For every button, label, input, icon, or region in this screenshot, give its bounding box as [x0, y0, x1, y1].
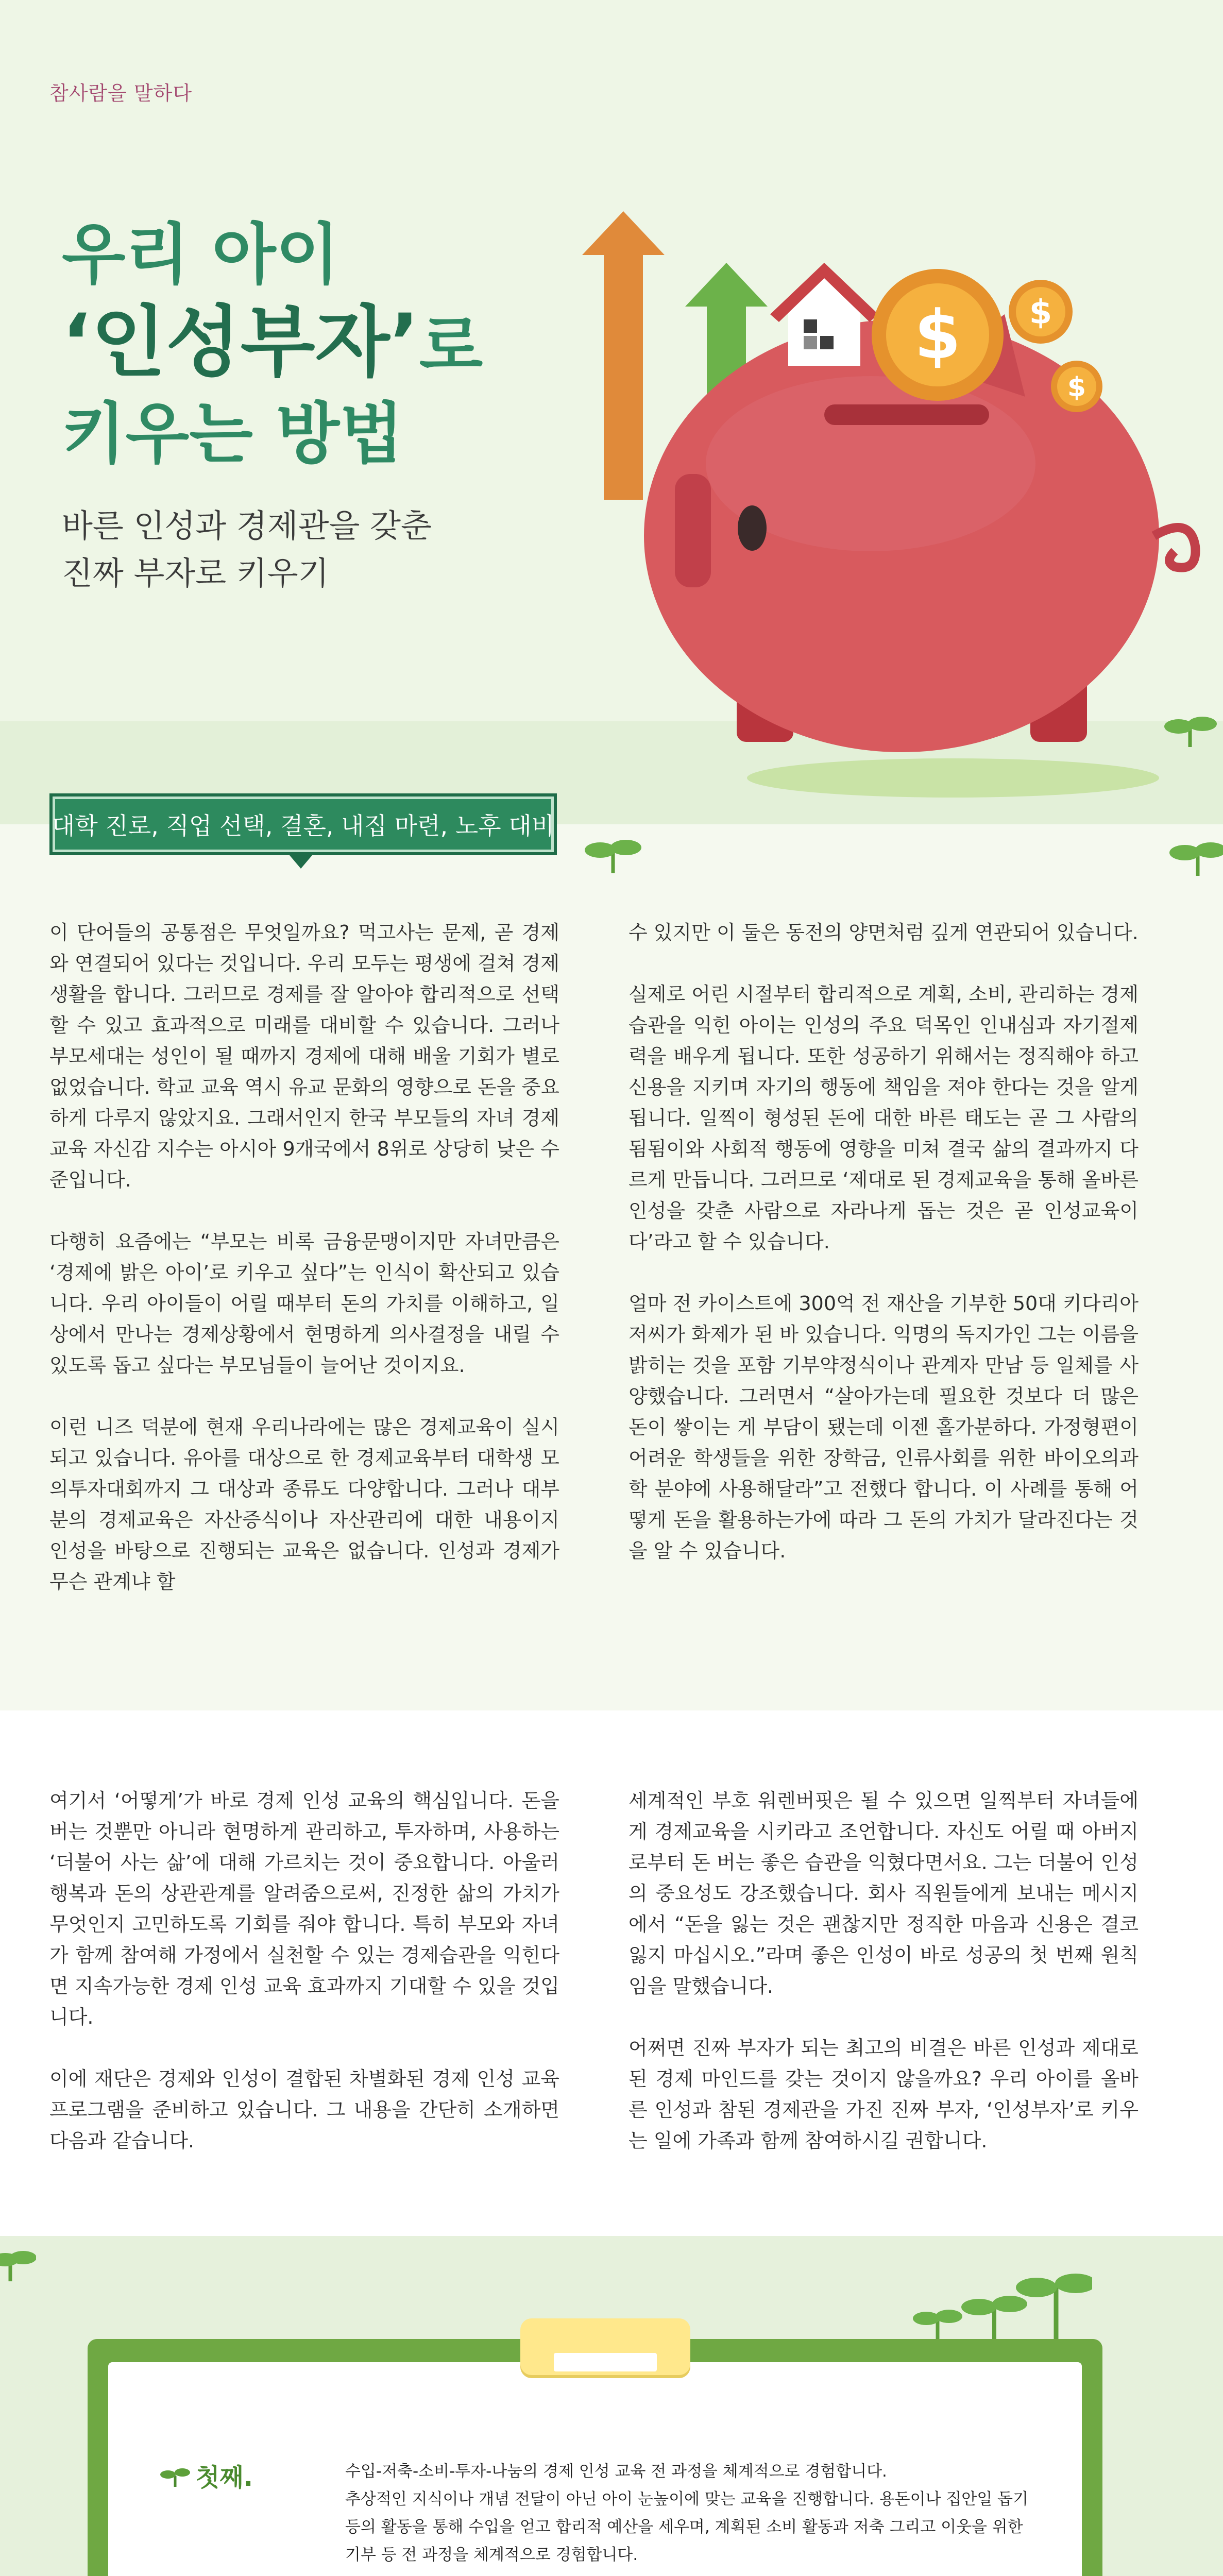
sprout-icon — [582, 829, 644, 876]
article2-left-column — [49, 1785, 559, 2187]
paragraph: 얼마 전 카이스트에 300억 전 재산을 기부한 50대 키다리아저씨가 화제가 된 바 있습니다. 익명의 독지가인 그는 이름을 밝히는 것을 포함 기부약정식이나 관계자 만남 등 일체를 사양했습니다. 그러면서 “살아가는데 필요한 것보다 더 많은 돈이 쌓이는 게 부담이 됐는데 이젠 홀가분하다. 가정형편이 어려운 학생들을 위한 장학금, 인류사회를 위한 바이오의과학 분야에 사용해달라”고 전했다 합니다. 이 사례를 통해 어떻게 돈을 활용하는가에 따라 그 돈의 가치가 달라진다는 것을 알 수 있습니다. — [629, 1292, 1139, 1562]
article-right-column — [629, 917, 1139, 1597]
board-clip-slot — [554, 2353, 657, 2371]
topic-banner-text: 대학 진로, 직업 선택, 결혼, 내집 마련, 노후 대비 — [52, 812, 555, 840]
hero-title-line-2 — [62, 299, 629, 391]
hero-title-line-3: 키우는 방법 — [62, 396, 403, 472]
hero-illustration — [582, 196, 1223, 824]
section-label: 참사람을 말하다 — [49, 82, 193, 105]
paragraph: 수 있지만 이 둘은 동전의 양면처럼 깊게 연관되어 있습니다. — [629, 921, 1139, 944]
hero-title — [62, 211, 629, 478]
sprout-icon — [1164, 717, 1217, 747]
paragraph: 세계적인 부호 워렌버핏은 될 수 있으면 일찍부터 자녀들에게 경제교육을 시키라고 조언합니다. 자신도 어릴 때 아버지로부터 돈 버는 좋은 습관을 익혔다면서요. 그는 더불어 인성의 중요성도 강조했습니다. 회사 직원들에게 보내는 메시지에서 “돈을 잃는 것은 괜찮지만 정직한 마음과 신용은 결코 잃지 마십시오.”라며 좋은 인성이 바로 성공의 첫 번째 원칙임을 말했습니다. — [629, 1789, 1139, 1997]
article2-right-column — [629, 1785, 1139, 2187]
program-item-lead: 수입-저축-소비-투자-나눔의 경제 인성 교육 전 과정을 체계적으로 경험합니다. — [345, 2462, 887, 2481]
paragraph: 이런 니즈 덕분에 현재 우리나라에는 많은 경제교육이 실시되고 있습니다. 유아를 대상으로 한 경제교육부터 대학생 모의투자대회까지 그 대상과 종류도 다양합니다. 그러나 대부분의 경제교육은 자산증식이나 자산관리에 대한 내용이지 인성을 바탕으로 진행되는 교육은 없습니다. 인성과 경제가 무슨 관계냐 할 — [49, 1416, 559, 1593]
paragraph: 어쩌면 진짜 부자가 되는 최고의 비결은 바른 인성과 제대로 된 경제 마인드를 갖는 것이지 않을까요? 우리 아이를 올바른 인성과 참된 경제관을 가진 진짜 부자, ‘인성부자’로 키우는 일에 가족과 함께 참여하시길 권합니다. — [629, 2037, 1139, 2152]
up-arrow-icon — [582, 211, 665, 500]
svg-text:$: $ — [1067, 372, 1086, 403]
program-item-label: 첫째. — [160, 2458, 253, 2493]
paragraph: 다행히 요즘에는 “부모는 비록 금융문맹이지만 자녀만큼은 ‘경제에 밝은 아이’로 키우고 싶다”는 인식이 확산되고 있습니다. 우리 아이들이 어릴 때부터 돈의 가치를 이해하고, 일상에서 만나는 경제상황에서 현명하게 의사결정을 내릴 수 있도록 돕고 싶다는 부모님들이 늘어난 것이지요. — [49, 1230, 559, 1377]
hero-title-line-1: 우리 아이 — [62, 216, 340, 293]
hero-title-suffix: 로 — [419, 308, 483, 385]
program-item-detail: 추상적인 지식이나 개념 전달이 아닌 아이 눈높이에 맞는 교육을 진행합니다. 용돈이나 집안일 돕기 등의 활동을 통해 수입을 얻고 합리적 예산을 세우며, 계획된 소비 활동과 저축 그리고 이웃을 위한 기부 등 전 과정을 체계적으로 경험합니다. — [345, 2490, 1028, 2564]
sprout-icon — [160, 2463, 191, 2488]
topic-banner-pointer — [290, 855, 312, 869]
piggy-shadow — [747, 758, 1159, 798]
article-left-column — [49, 917, 559, 1628]
hero-subtitle-line-2: 진짜 부자로 키우기 — [62, 554, 329, 592]
program-item-1 — [160, 2458, 1046, 2571]
topic-banner — [49, 793, 557, 855]
sprout-icon — [0, 2241, 36, 2282]
hero-title-highlight: ‘인성부자’ — [62, 298, 419, 387]
program-item-text — [345, 2458, 1035, 2569]
coin-icon — [872, 269, 1004, 401]
paragraph: 실제로 어린 시절부터 합리적으로 계획, 소비, 관리하는 경제습관을 익힌 아이는 인성의 주요 덕목인 인내심과 자기절제력을 배우게 됩니다. 또한 성공하기 위해서는 정직해야 하고 신용을 지키며 자기의 행동에 책임을 져야 한다는 것을 알게 됩니다. 일찍이 형성된 돈에 대한 바른 태도는 곧 그 사람의 됨됨이와 사회적 행동에 영향을 미쳐 결국 삶의 결과까지 다르게 만듭니다. 그러므로 ‘제대로 된 경제교육을 통해 올바른 인성을 갖춘 사람으로 자라나게 돕는 것은 곧 인성교육이다’라고 할 수 있습니다. — [629, 983, 1139, 1253]
sprout-icon — [1169, 832, 1223, 878]
paragraph: 여기서 ‘어떻게’가 바로 경제 인성 교육의 핵심입니다. 돈을 버는 것뿐만 아니라 현명하게 관리하고, 투자하며, 사용하는 ‘더불어 사는 삶’에 대해 가르치는 것이 중요합니다. 아울러 행복과 돈의 상관관계를 알려줌으로써, 진정한 삶의 가치가 무엇인지 고민하도록 기회를 줘야 합니다. 특히 부모와 자녀가 함께 참여해 가정에서 실천할 수 있는 경제습관을 익힌다면 지속가능한 경제 인성 교육 효과까지 기대할 수 있을 것입니다. — [49, 1789, 559, 2028]
svg-text:$: $ — [1029, 294, 1052, 332]
coin-icon — [1051, 361, 1102, 412]
paragraph: 이 단어들의 공통점은 무엇일까요? 먹고사는 문제, 곧 경제와 연결되어 있다는 것입니다. 우리 모두는 평생에 걸쳐 경제생활을 합니다. 그러므로 경제를 잘 알아야 합리적으로 선택할 수 있고 효과적으로 미래를 대비할 수 있습니다. 그러나 부모세대는 성인이 될 때까지 경제에 대해 배울 기회가 별로 없었습니다. 학교 교육 역시 유교 문화의 영향으로 돈을 중요하게 다루지 않았지요. 그래서인지 한국 부모들의 자녀 경제교육 자신감 지수는 아시아 9개국에서 8위로 상당히 낮은 수준입니다. — [49, 921, 559, 1191]
hero-subtitle-line-1: 바른 인성과 경제관을 갖춘 — [62, 507, 432, 545]
coin-icon — [1009, 280, 1073, 344]
hero-subtitle — [62, 502, 432, 597]
paragraph: 이에 재단은 경제와 인성이 결합된 차별화된 경제 인성 교육 프로그램을 준비하고 있습니다. 그 내용을 간단히 소개하면 다음과 같습니다. — [49, 2067, 559, 2152]
sprout-icon — [907, 2267, 1092, 2344]
svg-text:$: $ — [914, 296, 961, 374]
